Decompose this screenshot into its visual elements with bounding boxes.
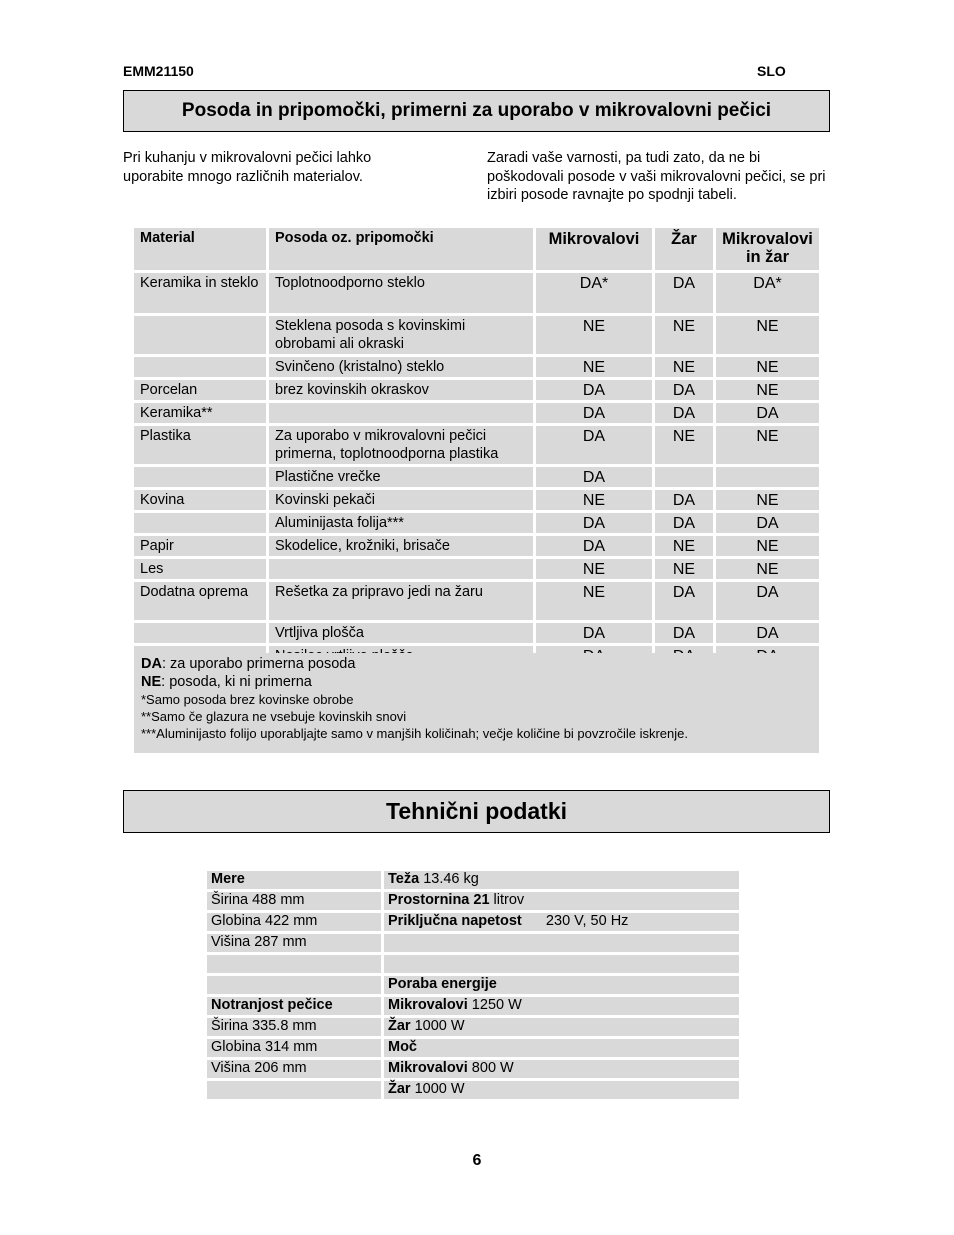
spec-value: Širina 335.8 mm (211, 1018, 317, 1034)
cell-cookware: brez kovinskih okraskov (269, 380, 533, 400)
cell-material: Dodatna oprema (134, 582, 266, 620)
cell-dimensions (207, 955, 381, 973)
cell-material: Keramika** (134, 403, 266, 423)
spec-label: Teža (388, 871, 420, 887)
legend-ne-key: NE (141, 674, 162, 690)
spec-label: Mikrovalovi (388, 997, 468, 1013)
cell-cookware: Steklena posoda s kovinskimi obrobami ali okraski (269, 316, 533, 354)
language-code: SLO (757, 63, 786, 79)
cell-material (134, 316, 266, 354)
cell-cookware: Plastične vrečke (269, 467, 533, 487)
cell-microwave-grill: NE (716, 426, 819, 464)
cell-microwave: NE (536, 357, 652, 377)
cell-grill: DA (655, 623, 713, 643)
table-row (134, 623, 819, 643)
spec-value: Globina 314 mm (211, 1039, 318, 1055)
spec-value: Višina 287 mm (211, 934, 307, 950)
intro-right-text: Zaradi vaše varnosti, pa tudi zato, da ne bi poškodovali posode v vaši mikrovalovni pečici, se pri izbiri posode ravnajte po spodnji tabeli. (487, 150, 826, 203)
legend-ne-text: : posoda, ki ni primerna (161, 674, 312, 690)
cell-specs (384, 1081, 739, 1099)
spec-value: 1000 W (410, 1081, 465, 1097)
spec-label: Poraba energije (388, 976, 497, 992)
cell-dimensions (207, 934, 381, 952)
cell-microwave: DA (536, 380, 652, 400)
table-row (134, 467, 819, 487)
footnote-3: ***Aluminijasto folijo uporabljajte samo v manjših količinah; večje količine bi povzročile iskrenje. (141, 726, 688, 741)
table-row (134, 513, 819, 533)
cell-microwave: NE (536, 316, 652, 354)
material-table (131, 225, 822, 669)
cell-specs (384, 976, 739, 994)
header-material: Material (134, 228, 266, 270)
cell-grill (655, 467, 713, 487)
cell-cookware: Toplotnoodporno steklo (269, 273, 533, 313)
cell-specs (384, 1060, 739, 1078)
table-row (134, 582, 819, 620)
spec-label: Mikrovalovi (388, 1060, 468, 1076)
footnote-1: *Samo posoda brez kovinske obrobe (141, 692, 354, 707)
cell-dimensions (207, 871, 381, 889)
spec-value: 1000 W (410, 1018, 465, 1034)
cell-material (134, 513, 266, 533)
page-number: 6 (472, 1152, 482, 1169)
cell-material: Papir (134, 536, 266, 556)
spec-label: Priključna napetost (388, 913, 522, 929)
cell-specs (384, 871, 739, 889)
cell-material: Kovina (134, 490, 266, 510)
cell-microwave-grill: NE (716, 490, 819, 510)
cell-microwave: DA (536, 513, 652, 533)
table-row (207, 955, 739, 973)
cell-grill: NE (655, 316, 713, 354)
cell-grill: DA (655, 490, 713, 510)
table-row (207, 913, 739, 931)
cell-microwave-grill: DA (716, 582, 819, 620)
table-row (134, 357, 819, 377)
technical-data-table (204, 868, 742, 1102)
cell-microwave: DA (536, 403, 652, 423)
table-row (134, 426, 819, 464)
cell-microwave-grill: DA (716, 403, 819, 423)
cell-dimensions (207, 976, 381, 994)
table-row (134, 380, 819, 400)
cell-microwave-grill: DA* (716, 273, 819, 313)
table-row (207, 892, 739, 910)
cell-material: Keramika in steklo (134, 273, 266, 313)
cell-specs (384, 955, 739, 973)
cell-material (134, 623, 266, 643)
model-number: EMM21150 (123, 63, 194, 79)
spec-label: Moč (388, 1039, 417, 1055)
intro-left-text: Pri kuhanju v mikrovalovni pečici lahko uporabite mnogo različnih materialov. (123, 150, 372, 185)
cell-microwave-grill (716, 467, 819, 487)
cell-dimensions (207, 1060, 381, 1078)
cell-microwave-grill: NE (716, 559, 819, 579)
cell-specs (384, 1039, 739, 1057)
spec-label: Notranjost pečice (211, 997, 333, 1013)
cell-cookware: Skodelice, krožniki, brisače (269, 536, 533, 556)
header-cookware: Posoda oz. pripomočki (269, 228, 533, 270)
cell-grill: DA (655, 403, 713, 423)
cell-dimensions (207, 892, 381, 910)
cell-microwave: NE (536, 490, 652, 510)
cell-material (134, 357, 266, 377)
cell-specs (384, 892, 739, 910)
section-title-cookware: Posoda in pripomočki, primerni za uporabo v mikrovalovni pečici (123, 90, 830, 132)
spec-value: Širina 488 mm (211, 892, 305, 908)
cell-microwave-grill: NE (716, 536, 819, 556)
table-legend (134, 653, 819, 753)
cell-grill: DA (655, 380, 713, 400)
cell-specs (384, 934, 739, 952)
cell-cookware: Aluminijasta folija*** (269, 513, 533, 533)
table-row (207, 1039, 739, 1057)
table-row (134, 273, 819, 313)
cell-cookware: Kovinski pekači (269, 490, 533, 510)
table-row (207, 976, 739, 994)
cell-microwave: DA (536, 426, 652, 464)
cell-grill: DA (655, 582, 713, 620)
section-title-technical: Tehnični podatki (123, 790, 830, 833)
table-row (134, 490, 819, 510)
cell-dimensions (207, 1039, 381, 1057)
table-row (207, 1018, 739, 1036)
cell-material: Plastika (134, 426, 266, 464)
spec-value: litrov (489, 892, 525, 908)
table-row (134, 536, 819, 556)
legend-da-key: DA (141, 656, 162, 672)
cell-microwave: NE (536, 582, 652, 620)
cell-cookware (269, 403, 533, 423)
spec-value: 800 W (467, 1060, 514, 1076)
cell-microwave: DA* (536, 273, 652, 313)
cell-grill: DA (655, 273, 713, 313)
table-row (134, 559, 819, 579)
cell-cookware: Za uporabo v mikrovalovni pečici primerna, toplotnoodporna plastika (269, 426, 533, 464)
cell-cookware: Svinčeno (kristalno) steklo (269, 357, 533, 377)
cell-microwave-grill: NE (716, 316, 819, 354)
cell-cookware (269, 559, 533, 579)
spec-value: Višina 206 mm (211, 1060, 307, 1076)
cell-grill: DA (655, 513, 713, 533)
table-row (207, 1060, 739, 1078)
cell-specs (384, 997, 739, 1015)
spec-label: Žar (388, 1081, 411, 1097)
spec-label: Žar (388, 1018, 411, 1034)
footnote-2: **Samo če glazura ne vsebuje kovinskih snovi (141, 709, 407, 724)
cell-microwave-grill: DA (716, 513, 819, 533)
cell-grill: NE (655, 426, 713, 464)
cell-microwave: DA (536, 467, 652, 487)
spec-value: 230 V, 50 Hz (521, 913, 629, 929)
table-row (134, 316, 819, 354)
table-row (134, 403, 819, 423)
header-microwave: Mikrovalovi (536, 228, 652, 270)
spec-label: Mere (211, 871, 245, 887)
cell-specs (384, 913, 739, 931)
table-row (207, 1081, 739, 1099)
cell-material: Les (134, 559, 266, 579)
cell-material: Porcelan (134, 380, 266, 400)
spec-value: Globina 422 mm (211, 913, 318, 929)
cell-specs (384, 1018, 739, 1036)
cell-microwave: NE (536, 559, 652, 579)
spec-value: 1250 W (467, 997, 522, 1013)
legend-da-text: : za uporabo primerna posoda (161, 656, 356, 672)
cell-grill: NE (655, 536, 713, 556)
header-microwave-grill: Mikrovalovi in žar (716, 228, 819, 270)
cell-material (134, 467, 266, 487)
cell-cookware: Rešetka za pripravo jedi na žaru (269, 582, 533, 620)
spec-value: 13.46 kg (419, 871, 479, 887)
table-row (207, 871, 739, 889)
cell-cookware: Vrtljiva plošča (269, 623, 533, 643)
cell-microwave-grill: NE (716, 357, 819, 377)
spec-label: Prostornina 21 (388, 892, 490, 908)
cell-dimensions (207, 1081, 381, 1099)
cell-dimensions (207, 1018, 381, 1036)
cell-grill: NE (655, 559, 713, 579)
cell-dimensions (207, 913, 381, 931)
table-row (207, 997, 739, 1015)
cell-microwave-grill: NE (716, 380, 819, 400)
cell-dimensions (207, 997, 381, 1015)
table-row (207, 934, 739, 952)
cell-microwave: DA (536, 536, 652, 556)
cell-microwave-grill: DA (716, 623, 819, 643)
header-grill: Žar (655, 228, 713, 270)
cell-microwave: DA (536, 623, 652, 643)
cell-grill: NE (655, 357, 713, 377)
